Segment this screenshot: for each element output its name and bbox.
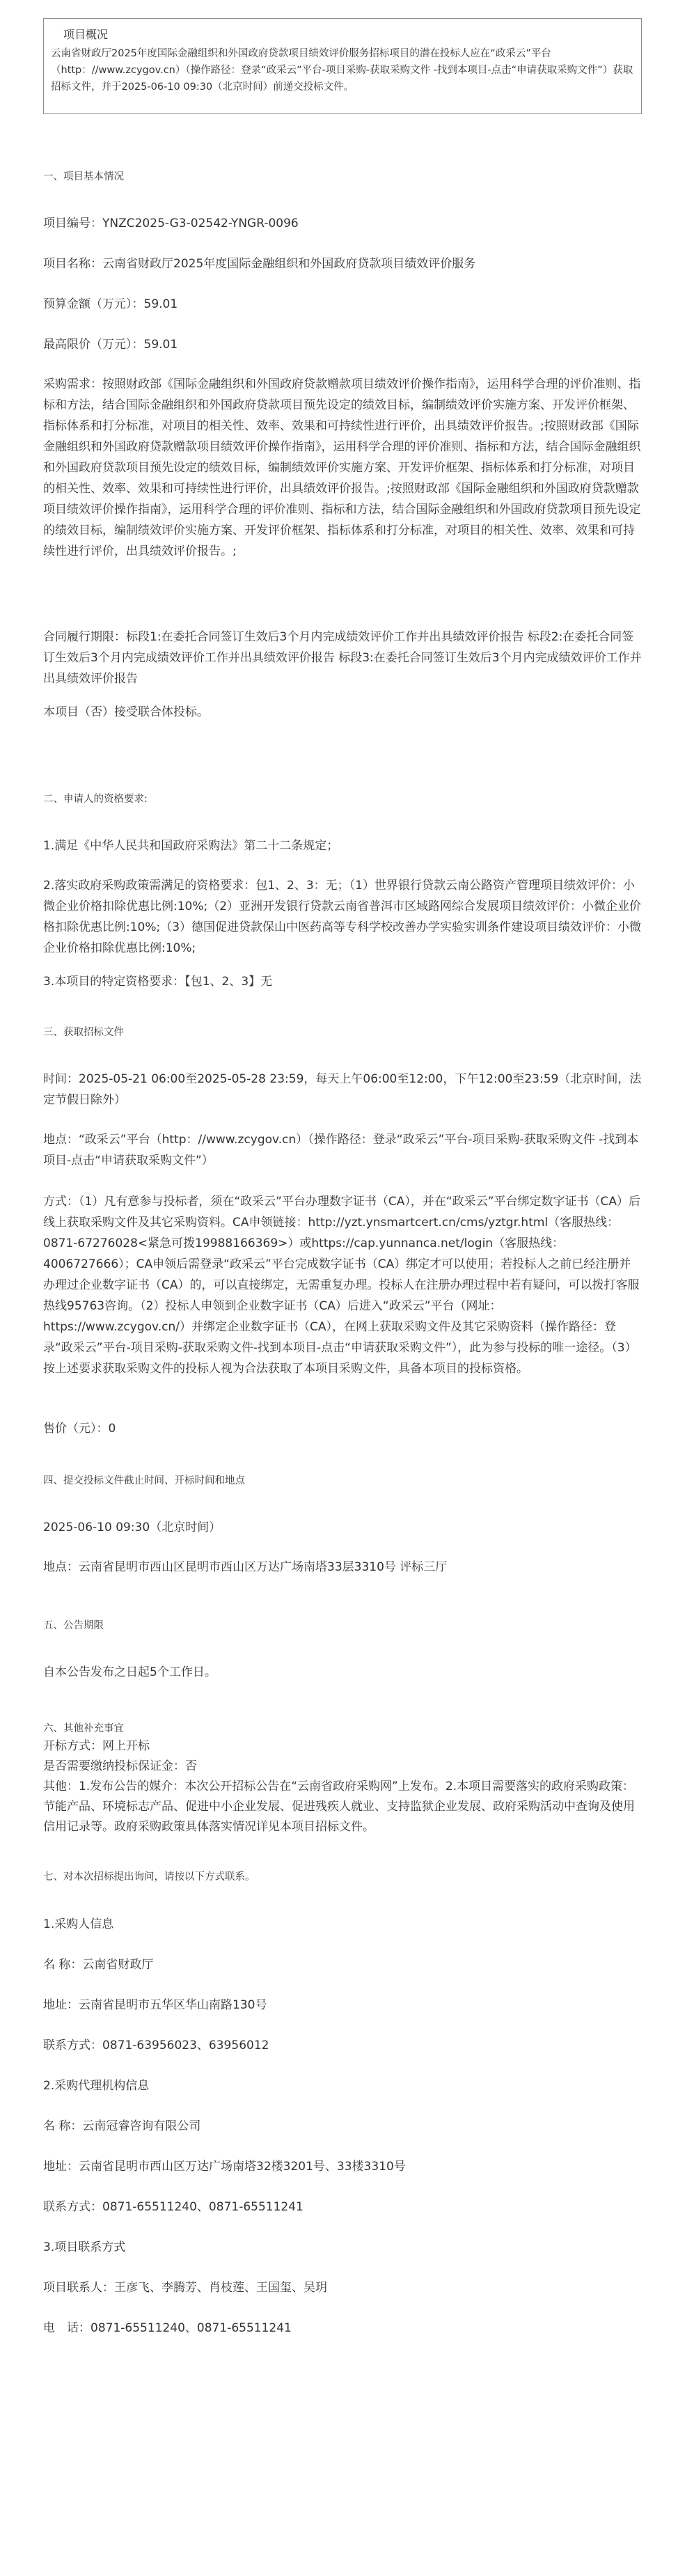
procurement-requirement: 采购需求：按照财政部《国际金融组织和外国政府贷款赠款项目绩效评价操作指南》，运用科学合理的评价准则、指标和方法，结合国际金融组织和外国政府贷款项目预先设定的绩效目标，编制绩效评价实施方案、开发评价框架、指标体系和打分标准，对项目的相关性、效率、效果和可持续性进行评价，出具绩效评价报告。;按照财政部《国际金融组织和外国政府贷款赠款项目绩效评价操作指南》，运用科学合理的评价准则、指标和方法，结合国际金融组织和外国政府贷款项目预先设定的绩效目标，编制绩效评价实施方案、开发评价框架、指标体系和打分标准，对项目的相关性、效率、效果和可持续性进行评价，出具绩效评价报告。;按照财政部《国际金融组织和外国政府贷款赠款项目绩效评价操作指南》，运用科学合理的评价准则、指标和方法，结合国际金融组织和外国政府贷款项目预先设定的绩效目标，编制绩效评价实施方案、开发评价框架、指标体系和打分标准，对项目的相关性、效率、效果和可持续性进行评价，出具绩效评价报告。; bbox=[43, 377, 641, 558]
qualification-1: 1.满足《中华人民共和国政府采购法》第二十二条规定； bbox=[43, 839, 339, 853]
project-contact-title: 3.项目联系方式 bbox=[43, 2240, 126, 2254]
notice-period: 自本公告发布之日起5个工作日。 bbox=[43, 1665, 216, 1679]
obtain-time: 时间：2025-05-21 06:00至2025-05-28 23:59，每天上午06:00至12:00，下午12:00至23:59（北京时间，法定节假日除外） bbox=[43, 1072, 642, 1107]
deadline-time: 2025-06-10 09:30（北京时间） bbox=[43, 1521, 221, 1534]
contract-period: 合同履行期限：标段1:在委托合同签订生效后3个月内完成绩效评价工作并出具绩效评价报告 标段2:在委托合同签订生效后3个月内完成绩效评价工作并出具绩效评价报告 标段3:在委托合同签订生效后3个月内完成绩效评价工作并出具绩效评价报告 bbox=[43, 630, 642, 686]
agency-name: 名 称：云南冠睿咨询有限公司 bbox=[43, 2119, 201, 2133]
overview-box bbox=[43, 18, 642, 114]
opening-place: 地点：云南省昆明市西山区昆明市西山区万达广场南塔33层3310号 评标三厅 bbox=[43, 1560, 448, 1574]
agency-contact: 联系方式：0871-65511240、0871-65511241 bbox=[43, 2200, 303, 2214]
obtain-place: 地点：“政采云”平台（http：//www.zcygov.cn）（操作路径：登录“政采云”平台-项目采购-获取采购文件 -找到本项目-点击“申请获取采购文件”） bbox=[43, 1133, 639, 1168]
agency-title: 2.采购代理机构信息 bbox=[43, 2079, 150, 2093]
qualification-3: 3.本项目的特定资格要求：【包1、2、3】无 bbox=[43, 975, 273, 989]
obtain-method: 方式：（1）凡有意参与投标者，须在“政采云”平台办理数字证书（CA），并在“政采云”平台绑定数字证书（CA）后线上获取采购文件及其它采购资料。CA申领链接：http://yzt.ynsmartcert.cn/cms/yztgr.html（客服热线：0871-67276028<紧急可拨19988166369>）或https://cap.yunnanca.net/login（客服热线：4006727666）；CA申领后需登录“政采云”平台完成数字证书（CA）绑定才可以使用；若投标人之前已经注册并办理过企业数字证书（CA）的，可以直接绑定，无需重复办理。投标人在注册办理过程中若有疑问，可以拨打客服热线95763咨询。（2）投标人申领到企业数字证书（CA）后进入“政采云”平台（网址：https://www.zcygov.cn/）并绑定企业数字证书（CA），在网上获取采购文件及其它采购资料（操作路径：登录“政采云”平台-项目采购-获取采购文件-找到本项目-点击“申请获取采购文件”），此为参与投标的唯一途径。（3）按上述要求获取采购文件的投标人视为合法获取了本项目采购文件，具备本项目的投标资格。 bbox=[43, 1195, 641, 1376]
overview-text: 云南省财政厅2025年度国际金融组织和外国政府贷款项目绩效评价服务招标项目的潜在投标人应在“政采云”平台（http：//www.zcygov.cn）（操作路径：登录“政采云”平台-项目采购-获取采购文件 -找到本项目-点击“申请获取采购文件”）获取招标文件，并于2025-06-10 09:30（北京时间）前递交投标文件。 bbox=[51, 48, 633, 93]
purchaser-name: 名 称：云南省财政厅 bbox=[43, 1958, 154, 1972]
other-notes: 其他：1.发布公告的媒介：本次公开招标公告在“云南省政府采购网”上发布。2.本项目需要落实的政府采购政策：节能产品、环境标志产品、促进中小企业发展、促进残疾人就业、支持监狱企业发展、政府采购活动中查询及使用信用记录等。政府采购政策具体落实情况详见本项目招标文件。 bbox=[43, 1780, 635, 1834]
section-5-heading: 五、公告期限 bbox=[43, 1620, 104, 1631]
section-3-heading: 三、获取招标文件 bbox=[43, 1027, 124, 1038]
project-contact-phone: 电 话：0871-65511240、0871-65511241 bbox=[43, 2321, 292, 2335]
section-2-heading: 二、申请人的资格要求: bbox=[43, 794, 148, 805]
opening-method: 开标方式：网上开标 bbox=[43, 1739, 150, 1753]
purchaser-title: 1.采购人信息 bbox=[43, 1917, 114, 1931]
max-price: 最高限价（万元）：59.01 bbox=[43, 338, 178, 352]
purchaser-contact: 联系方式：0871-63956023、63956012 bbox=[43, 2039, 269, 2052]
section-1-heading: 一、项目基本情况 bbox=[43, 171, 124, 182]
overview-title: 项目概况 bbox=[63, 28, 109, 41]
sale-price: 售价（元）：0 bbox=[43, 1422, 116, 1436]
agency-address: 地址：云南省昆明市西山区万达广场南塔32楼3201号、33楼3310号 bbox=[43, 2160, 406, 2174]
budget-amount: 预算金额（万元）：59.01 bbox=[43, 297, 178, 311]
deposit-note: 是否需要缴纳投标保证金：否 bbox=[43, 1759, 197, 1773]
project-name: 项目名称：云南省财政厅2025年度国际金融组织和外国政府贷款项目绩效评价服务 bbox=[43, 257, 476, 271]
project-number: 项目编号：YNZC2025-G3-02542-YNGR-0096 bbox=[43, 217, 299, 230]
consortium-note: 本项目（否）接受联合体投标。 bbox=[43, 705, 209, 719]
project-contact-person: 项目联系人：王彦飞、李腾芳、肖枝莲、王国玺、吴玥 bbox=[43, 2281, 327, 2295]
section-6-heading: 六、其他补充事宜 bbox=[43, 1723, 124, 1734]
section-4-heading: 四、提交投标文件截止时间、开标时间和地点 bbox=[43, 1475, 245, 1486]
purchaser-address: 地址：云南省昆明市五华区华山南路130号 bbox=[43, 1998, 267, 2012]
section-7-heading: 七、对本次招标提出询问，请按以下方式联系。 bbox=[43, 1871, 255, 1883]
qualification-2: 2.落实政府采购政策需满足的资格要求：包1、2、3：无；（1）世界银行贷款云南公路资产管理项目绩效评价：小微企业价格扣除优惠比例:10%;（2）亚洲开发银行贷款云南省普洱市区域路网综合发展项目绩效评价：小微企业价格扣除优惠比例:10%;（3）德国促进贷款保山中医药高等专科学校改善办学实验实训条件建设项目绩效评价：小微企业价格扣除优惠比例:10%; bbox=[43, 879, 642, 955]
